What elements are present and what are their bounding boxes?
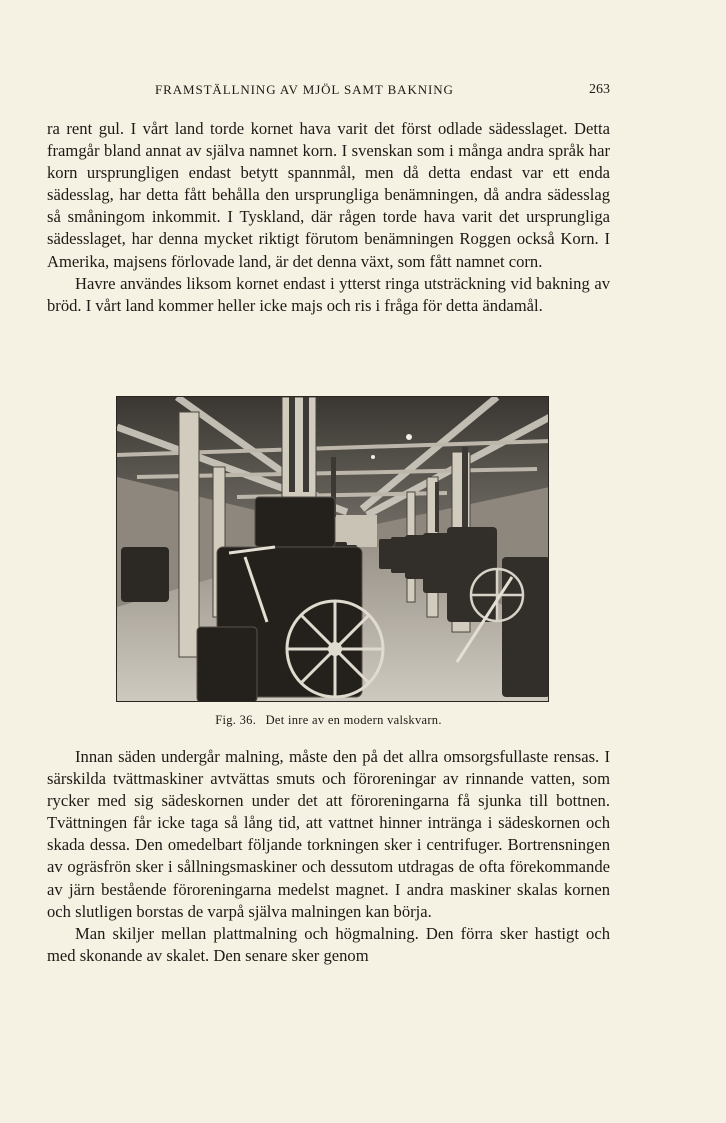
figure-caption-text: Det inre av en modern valskvarn. <box>265 713 442 727</box>
running-title: FRAMSTÄLLNING AV MJÖL SAMT BAKNING <box>155 82 454 97</box>
paragraph: Innan säden undergår malning, måste den på det allra omsorgsfullaste rensas. I särskilda tvättmaskiner avtvättas smuts och föroreningar av rinnande vatten, som rycker med sig sädeskornen under det att föroreningarna få sjunka till bottnen. Tvättningen får icke taga så lång tid, att vattnet hinner intränga i sädeskornen och skada dessa. Den omedelbart följande torkningen sker i centrifuger. Bortrensningen av ogräsfrön sker i sållningsmaskiner och dessutom utdragas de ofta förekommande av järn bestående föroreningarna medelst magnet. I andra maskiner skalas kornen och slutligen borstas de varpå själva malningen kan börja. <box>47 747 610 921</box>
paragraph: ra rent gul. I vårt land torde kornet hava varit det först odlade sädesslaget. Detta framgår bland annat av själva namnet korn. I svenskan som i många andra språk har korn ursprungligen endast betytt spannmål, men då detta endast var ett enda sädesslag, har detta fått behålla den ursprungliga benämningen, då andra sädesslag så småningom inkommit. I Tyskland, där rågen torde hava varit det ursprungliga sädesslaget, har denna mycket riktigt förutom benämningen Roggen också Korn. I Amerika, majsens förlovade land, är det denna växt, som fått namnet corn. <box>47 119 610 271</box>
paragraph: Havre användes liksom kornet endast i ytterst ringa utsträckning vid bakning av bröd. I vårt land kommer heller icke majs och ris i fråga för detta ändamål. <box>47 273 610 315</box>
body-text-bottom <box>47 746 610 967</box>
page-header <box>47 80 610 100</box>
figure-label: Fig. 36. <box>215 713 257 727</box>
mill-interior-illustration <box>117 397 549 702</box>
figure-mill-photo <box>116 396 549 702</box>
page-number: 263 <box>589 82 610 97</box>
figure-caption <box>47 713 610 728</box>
paragraph: Man skiljer mellan plattmalning och högmalning. Den förra sker hastigt och med skonande av skalet. Den senare sker genom <box>47 923 610 965</box>
body-text-top <box>47 118 610 317</box>
